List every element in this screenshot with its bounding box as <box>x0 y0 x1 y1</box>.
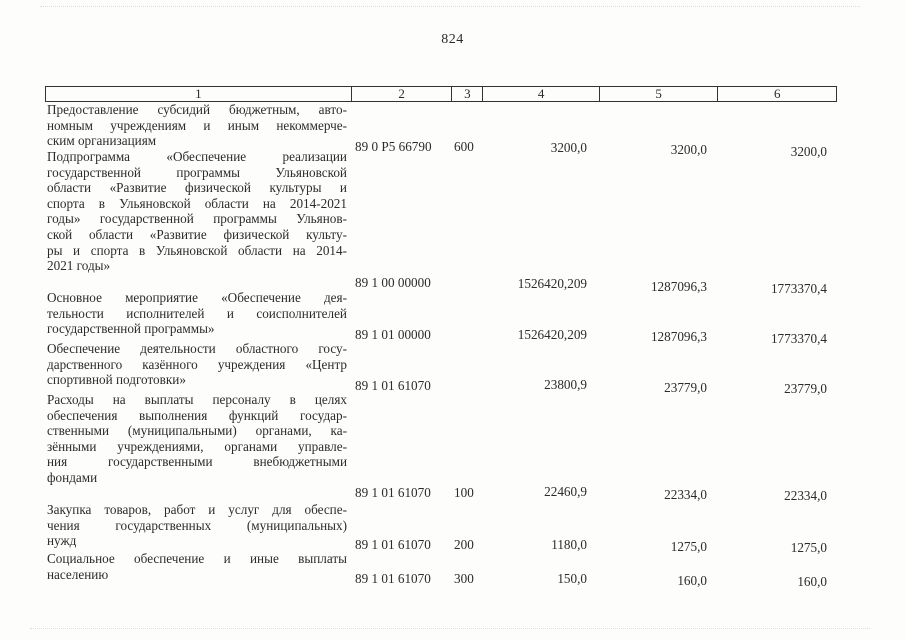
header-col-5: 5 <box>600 87 719 101</box>
header-col-3: 3 <box>452 87 483 101</box>
description-line: ской области «Развитие физической культу- <box>47 226 347 242</box>
value-col-4: 23800,9 <box>544 377 587 392</box>
description-line: годы» государственной программы Ульянов- <box>47 211 347 227</box>
value-col-4: 1180,0 <box>551 537 587 552</box>
value-col-5: 22334,0 <box>664 487 707 502</box>
target-article-code: 89 1 00 00000 <box>355 275 431 290</box>
row-description <box>47 149 347 274</box>
row-description <box>47 392 347 486</box>
value-col-5: 23779,0 <box>664 380 707 395</box>
description-line: Предоставление субсидий бюджетным, авто- <box>47 102 347 117</box>
header-col-4: 4 <box>483 87 600 101</box>
description-line: фондами <box>47 469 98 485</box>
value-col-5: 1287096,3 <box>650 279 707 294</box>
description-line: государственной программы» <box>47 321 215 337</box>
expense-type-code: 300 <box>454 571 474 586</box>
value-col-6: 1773370,4 <box>770 281 827 296</box>
description-line: нужд <box>47 533 77 549</box>
description-line: Расходы на выплаты персоналу в целях <box>47 392 347 407</box>
value-col-6: 1773370,4 <box>770 331 827 346</box>
description-line: тельности исполнителей и соисполнителей <box>47 305 347 321</box>
description-line: Закупка товаров, работ и услуг для обеспе- <box>47 502 347 517</box>
value-col-5: 3200,0 <box>670 142 707 157</box>
row-description <box>47 341 347 388</box>
description-line: области «Развитие физической культуры и <box>47 180 347 196</box>
expense-type-code: 600 <box>454 139 474 154</box>
value-col-5: 1287096,3 <box>650 329 707 344</box>
target-article-code: 89 0 Р5 66790 <box>355 139 432 154</box>
value-col-4: 150,0 <box>557 571 587 586</box>
value-col-5: 1275,0 <box>670 539 707 554</box>
description-line: Обеспечение деятельности областного госу- <box>47 341 347 356</box>
target-article-code: 89 1 01 61070 <box>355 571 431 586</box>
description-line: ния государственными внебюджетными <box>47 454 347 470</box>
description-line: зёнными учреждениями, органами управле- <box>47 438 347 454</box>
description-line: спортивной подготовки» <box>47 372 186 388</box>
description-line: Подпрограмма «Обеспечение реализации <box>47 149 347 164</box>
description-line: ры и спорта в Ульяновской области на 2014- <box>47 242 347 258</box>
expense-type-code: 100 <box>454 485 474 500</box>
description-line: ственными (муниципальными) органами, ка- <box>47 423 347 439</box>
description-line: спорта в Ульяновской области на 2014-2021 <box>47 195 347 211</box>
value-col-4: 1526420,209 <box>517 327 587 342</box>
header-col-1: 1 <box>46 87 352 101</box>
target-article-code: 89 1 01 00000 <box>355 327 431 342</box>
scan-artifact-bottom <box>30 628 870 631</box>
description-line: чения государственных (муниципальных) <box>47 517 347 533</box>
row-description <box>47 551 347 582</box>
expense-type-code: 200 <box>454 537 474 552</box>
scan-artifact-top <box>40 6 860 9</box>
value-col-6: 160,0 <box>797 574 827 589</box>
description-line: населению <box>47 566 109 582</box>
value-col-4: 1526420,209 <box>517 276 587 291</box>
row-description <box>47 290 347 337</box>
value-col-6: 1275,0 <box>790 540 827 555</box>
description-line: дарственного казённого учреждения «Центр <box>47 356 347 372</box>
target-article-code: 89 1 01 61070 <box>355 485 431 500</box>
table-header <box>45 86 837 102</box>
row-description <box>47 102 347 149</box>
value-col-5: 160,0 <box>677 573 707 588</box>
description-line: ским организациям <box>47 133 157 149</box>
description-line: государственной программы Ульяновской <box>47 164 347 180</box>
description-line: 2021 годы» <box>47 258 111 274</box>
value-col-6: 22334,0 <box>784 488 827 503</box>
value-col-6: 3200,0 <box>790 144 827 159</box>
description-line: Социальное обеспечение и иные выплаты <box>47 551 347 566</box>
header-col-6: 6 <box>773 86 781 101</box>
value-col-4: 22460,9 <box>544 484 587 499</box>
target-article-code: 89 1 01 61070 <box>355 378 431 393</box>
header-col-2: 2 <box>352 87 453 101</box>
description-line: обеспечения выполнения функций государ- <box>47 407 347 423</box>
row-description <box>47 502 347 549</box>
value-col-4: 3200,0 <box>550 140 587 155</box>
value-col-6: 23779,0 <box>784 381 827 396</box>
description-line: Основное мероприятие «Обеспечение дея- <box>47 290 347 305</box>
target-article-code: 89 1 01 61070 <box>355 537 431 552</box>
page-number: 824 <box>441 32 464 47</box>
description-line: номным учреждениям и иным некоммерче- <box>47 117 347 133</box>
